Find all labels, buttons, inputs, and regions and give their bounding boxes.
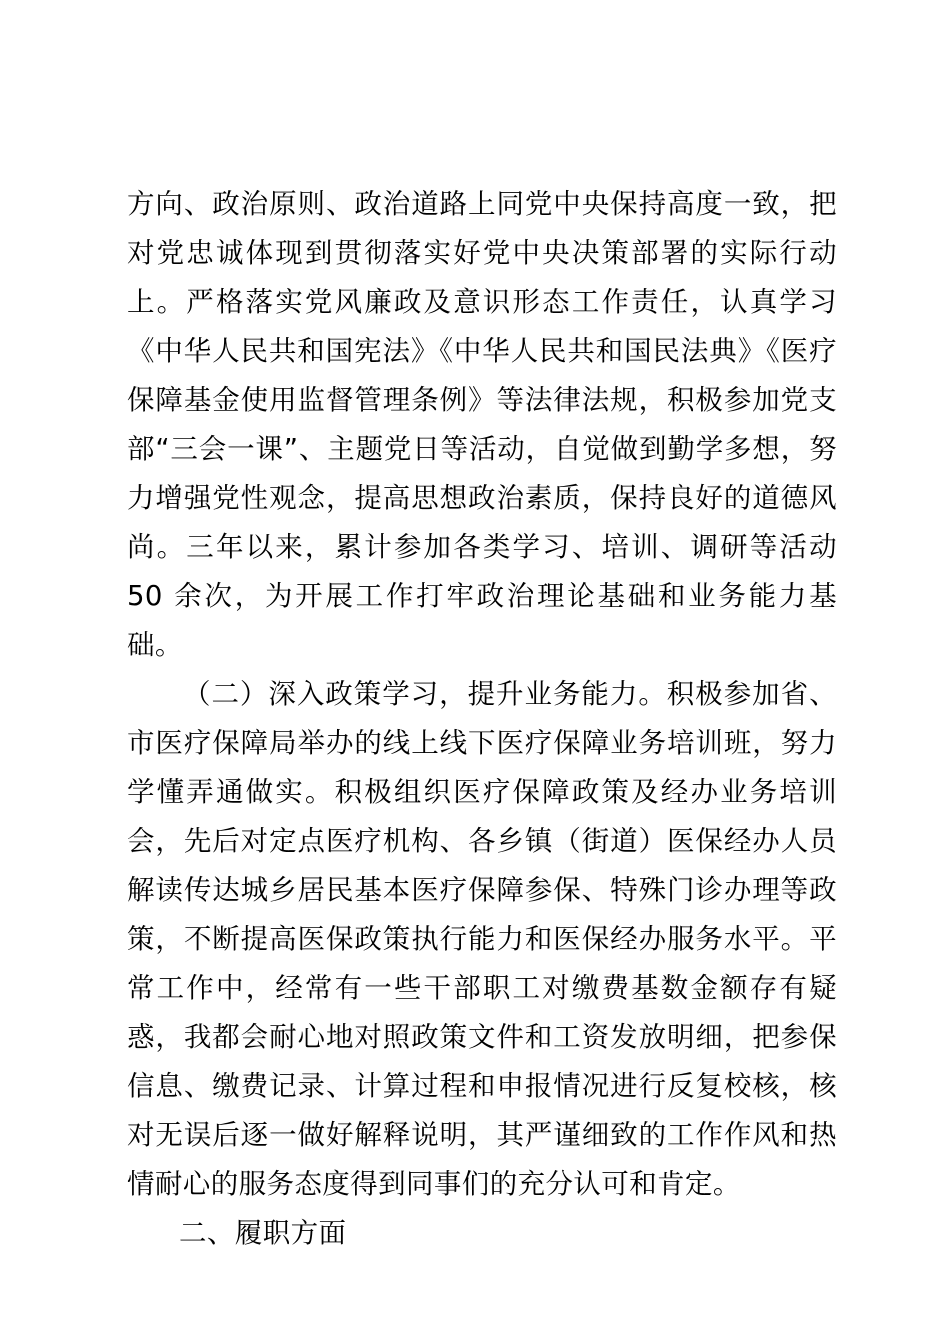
document-body	[127, 180, 837, 1258]
paragraph-policy-study: （二）深入政策学习，提升业务能力。积极参加省、市医疗保障局举办的线上线下医疗保障业务培训班，努力学懂弄通做实。积极组织医疗保障政策及经办业务培训会，先后对定点医疗机构、各乡镇（街道）医保经办人员解读传达城乡居民基本医疗保障参保、特殊门诊办理等政策，不断提高医保政策执行能力和医保经办服务水平。平常工作中，经常有一些干部职工对缴费基数金额存有疑惑，我都会耐心地对照政策文件和工资发放明细，把参保信息、缴费记录、计算过程和申报情况进行反复校核，核对无误后逐一做好解释说明，其严谨细致的工作作风和热情耐心的服务态度得到同事们的充分认可和肯定。	[127, 678, 837, 1200]
section-heading: 二、履职方面	[179, 1217, 347, 1249]
paragraph-political-study: 方向、政治原则、政治道路上同党中央保持高度一致，把对党忠诚体现到贯彻落实好党中央决策部署的实际行动上。严格落实党风廉政及意识形态工作责任，认真学习《中华人民共和国宪法》《中华人民共和国民法典》《医疗保障基金使用监督管理条例》等法律法规，积极参加党支部“三会一课”、主题党日等活动，自觉做到勤学多想，努力增强党性观念，提高思想政治素质，保持良好的道德风尚。三年以来，累计参加各类学习、培训、调研等活动 50 余次，为开展工作打牢政治理论基础和业务能力基础。	[127, 188, 837, 661]
